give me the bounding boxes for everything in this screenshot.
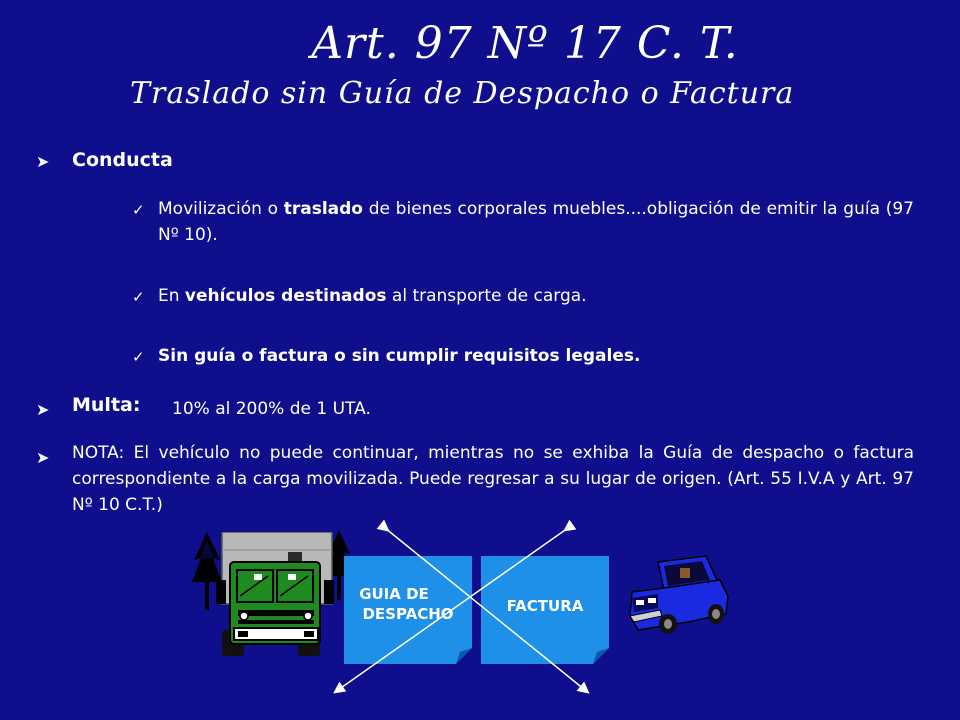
- page-subtitle: Traslado sin Guía de Despacho o Factura: [130, 76, 795, 111]
- conducta-item-2-pre: En: [158, 286, 185, 306]
- conducta-item-3-bold: Sin guía o factura o sin cumplir requisitos legales.: [158, 346, 641, 366]
- nota-text: NOTA: El vehículo no puede continuar, mientras no se exhiba la Guía de despacho o factura correspondiente a la carga movilizada. Puede regresar a su lugar de origen. (Art. 55 I.V.A y Art. 97 Nº 10 C.T.): [72, 443, 914, 515]
- truck-icon: [210, 532, 345, 657]
- guia-label-line1: GUIA DE: [359, 585, 429, 603]
- arrow-bullet-icon: ➤: [36, 448, 50, 467]
- conducta-heading: Conducta: [72, 149, 173, 171]
- conducta-item-1: [158, 196, 914, 248]
- conducta-item-3: [158, 343, 914, 369]
- conducta-item-2-post: al transporte de carga.: [386, 286, 587, 306]
- arrow-bullet-icon: ➤: [36, 152, 50, 171]
- page-title: Art. 97 Nº 17 C. T.: [311, 18, 739, 69]
- conducta-item-1-bold: traslado: [283, 199, 363, 219]
- conducta-item-2: [158, 283, 914, 309]
- check-icon: ✓: [132, 201, 145, 219]
- check-icon: ✓: [132, 288, 145, 306]
- factura-label: FACTURA: [506, 597, 584, 615]
- conducta-item-2-bold: vehículos destinados: [184, 286, 387, 306]
- multa-label: Multa:: [72, 394, 141, 416]
- arrow-bullet-icon: ➤: [36, 400, 50, 419]
- car-icon: [628, 552, 730, 636]
- conducta-item-1-post: de bienes corporales muebles....obligación de emitir la guía (97 Nº 10).: [158, 199, 914, 245]
- guia-label-line2: DESPACHO: [362, 605, 454, 623]
- cross-arrows: [330, 520, 600, 700]
- check-icon: ✓: [132, 348, 145, 366]
- multa-text: 10% al 200% de 1 UTA.: [172, 399, 371, 419]
- conducta-item-1-pre: Movilización o: [158, 199, 284, 219]
